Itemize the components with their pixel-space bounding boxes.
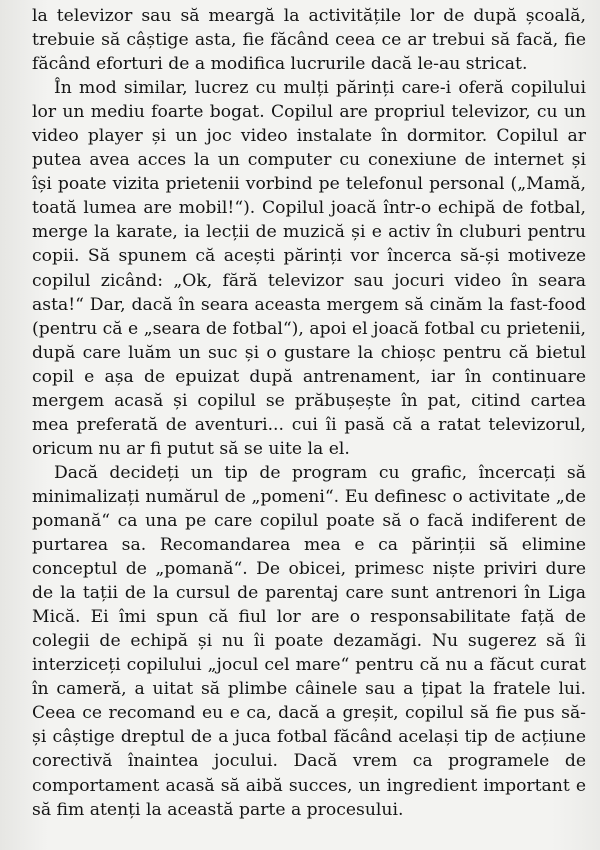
paragraph-rich-environment: În mod similar, lucrez cu mulți părinți care-i oferă copilului lor un mediu foarte bogat. Copilul are propriul televizor, cu un video player și un joc video instalate în dormitor. Copilul ar putea avea acces la un computer cu conexiune de internet și își poate vizita prietenii vorbind pe telefonul personal („Mamă, toată lumea are mobil!“). Copilul joacă într-o echipă de fotbal, merge la karate, ia lecții de muzică și e activ în cluburi pentru copii. Să spunem că acești părinți vor încerca să-și motiveze copilul zicând: „Ok, fără televizor sau jocuri video în seara asta!“ Dar, dacă în seara aceasta mergem să cinăm la fast-food (pentru că e „seara de fotbal“), apoi el joacă fotbal cu prietenii, după care luăm un suc și o gustare la chioșc pentru că bietul copil e așa de epuizat după antrenament, iar în continuare mergem acasă și copilul se prăbușește în pat, citind cartea mea preferată de aventuri... cui îi pasă că a ratat televizorul, oricum nu ar fi putut să se uite la el. <box>32 78 586 459</box>
paragraph-schedule-program: Dacă decideți un tip de program cu grafic, încercați să minimalizați numărul de „pomeni“. Eu definesc o activitate „de pomană“ ca una pe care copilul poate să o facă indiferent de purtarea sa. Recomandarea mea e ca părinții să elimine conceptul de „pomană“. De obicei, primesc niște priviri dure de la tații de la cursul de parentaj care sunt antrenori în Liga Mică. Ei îmi spun că fiul lor are o responsabilitate față de colegii de echipă și nu îi poate dezamăgi. Nu sugerez să îi interziceți copilului „jocul cel mare“ pentru că nu a făcut curat în cameră, a uitat să plimbe câinele sau a țipat la fratele lui. Ceea ce recomand eu e ca, dacă a greșit, copilul să fie pus să-și câștige dreptul de a juca fotbal făcând același tip de acțiune corectivă înaintea jocului. Dacă vrem ca programele de comportament acasă să aibă succes, un ingredient important e să fim atenți la această parte a procesului. <box>32 462 586 820</box>
paragraph-continuation: la televizor sau să meargă la activitățile lor de după școală, trebuie să câștige asta, fie făcând ceea ce ar trebui să facă, fie făcând eforturi de a modifica lucrurile dacă le-au stricat. <box>32 6 586 75</box>
